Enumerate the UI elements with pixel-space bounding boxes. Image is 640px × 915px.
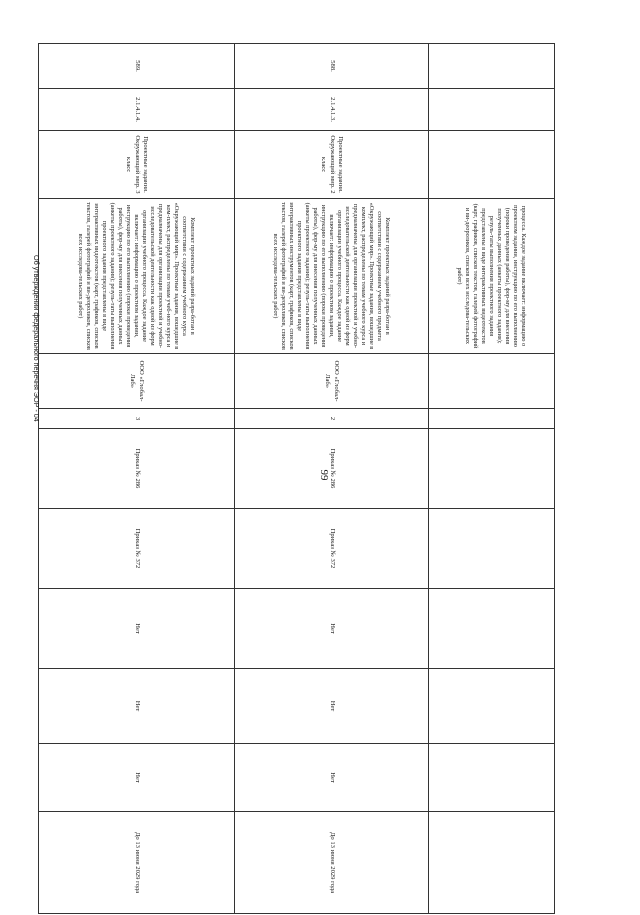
cell-deadline: До 13 июня 2029 года: [39, 812, 235, 914]
cell-count: 3: [39, 409, 235, 429]
cell-count: [429, 409, 555, 429]
cell-description: Комплект проектных заданий разра-ботан в соответствии с содержанием учебного курса «Окружающий мир». Проектные задания, вошедшие в ком-плект, распределены по темам учеб-ного курса и предназначены для организации проектной и учебно-исследовательской деятельности как одной из форм организации учебного процесса. Каждое задание включает: информацию о проектном задании, инструкцию по его выполнению (пороки проведения работы), фор-му для внесения полученных данных (анкеты проектного задания); резуль-таты выполнения проектного задания представлены в виде интерактивных видеотекстов (карт, графиков, списков текстов, галерей фотографий и ви-деороликов, списков всех исследова-тельских работ): [39, 199, 235, 354]
cell-deadline: [429, 812, 555, 914]
cell-c2: [429, 669, 555, 744]
resource-table: [38, 43, 555, 914]
cell-count: 2: [235, 409, 429, 429]
cell-c3: Нет: [235, 744, 429, 812]
cell-code: [429, 89, 555, 131]
cell-order1: Приказ № 286: [235, 429, 429, 509]
cell-c2: Нет: [235, 669, 429, 744]
cell-num: 588.: [235, 44, 429, 89]
cell-c3: [429, 744, 555, 812]
cell-order2: Приказ № 372: [235, 509, 429, 589]
cell-description: Комплект проектных заданий разра-ботан в соответствии с содержанием учебного предмета «Окружающий мир». Проектные задания, вошедшие в комплект, распределены по темам учебного курса и предназначены для организации проектной и учебно-исследовательской деятельности как одной из форм организации учебного процесса. Каждое задание включает: информацию о проектном задании, инструкцию по его выполнению (пороки проведения работы), фор-му для внесения полученных данных (анкеты проектного задания); резуль-таты выполнения проектного задания представлены в виде интерактивных инструментов (карт, графиков, списков текстов, галерей фотографий и ви-деороликов, списков всех исследова-тельских работ): [235, 199, 429, 354]
table-row: [429, 44, 555, 914]
cell-c3: Нет: [39, 744, 235, 812]
cell-order1: [429, 429, 555, 509]
cell-publisher: [429, 354, 555, 409]
cell-name: Проектные задания. Окружающий мир. 2 класс: [235, 131, 429, 199]
table-row: [235, 44, 429, 914]
cell-num: 589.: [39, 44, 235, 89]
cell-code: 2.1.4.1.4.: [39, 89, 235, 131]
cell-deadline: До 13 июня 2029 года: [235, 812, 429, 914]
table-row: [39, 44, 235, 914]
cell-num: [429, 44, 555, 89]
cell-publisher: ООО «Глобал-Лаб»: [235, 354, 429, 409]
cell-order2: Приказ № 372: [39, 509, 235, 589]
cell-c2: Нет: [39, 669, 235, 744]
cell-name: [429, 131, 555, 199]
cell-order2: [429, 509, 555, 589]
cell-c1: Нет: [235, 589, 429, 669]
cell-publisher: ООО «Глобал-Лаб»: [39, 354, 235, 409]
cell-name: Проектные задания. Окружающий мир. 3 класс: [39, 131, 235, 199]
cell-c1: [429, 589, 555, 669]
footer-text: Об утверждении федерального перечня ЭОР - 04: [32, 255, 41, 422]
rotated-table-wrapper: [0, 43, 555, 913]
cell-c1: Нет: [39, 589, 235, 669]
cell-code: 2.1.4.1.3.: [235, 89, 429, 131]
cell-order1: Приказ № 286: [39, 429, 235, 509]
page-number: 99: [318, 469, 330, 481]
cell-description: процесса. Каждое задание включает: информацию о проектном задании, инструкцию по его выполнению (пороки проведения работы), фор-му для внесения полученных данных (анкеты проектного задания); резуль-таты выполнения проектного задания представлены в виде интерактивных видеотекстов (карт, графиков, списков текстов, галерей фотографий и ви-деороликов, списков всех исследова-тельских работ): [429, 199, 555, 354]
